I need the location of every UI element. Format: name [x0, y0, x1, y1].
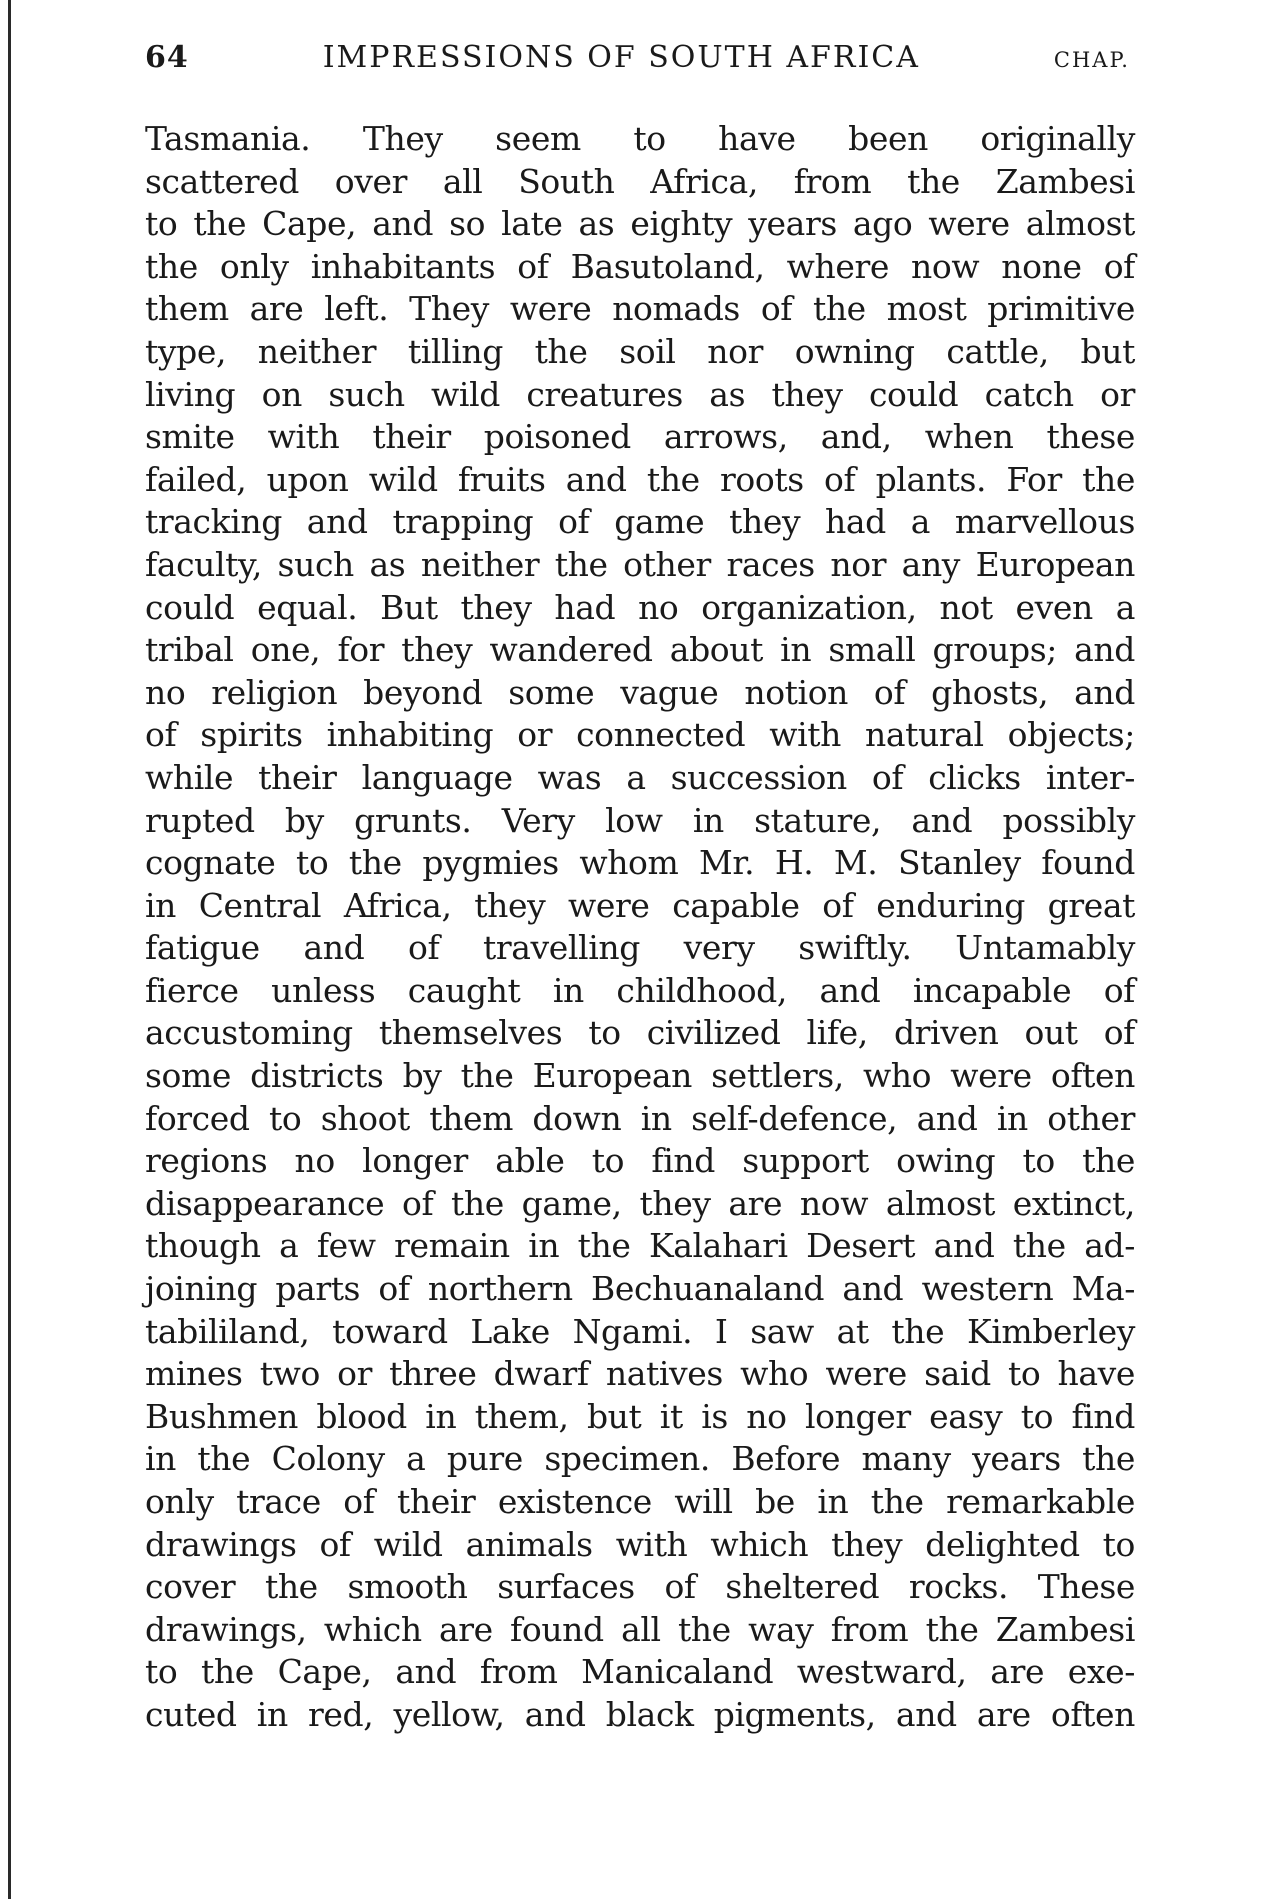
text-line: cognate to the pygmies whom Mr. H. M. Stanley found [145, 843, 1135, 883]
text-line: failed, upon wild fruits and the roots of plants. For the [145, 459, 1135, 499]
text-line: type, neither tilling the soil nor owning cattle, but [145, 331, 1135, 371]
text-line: accustoming themselves to civilized life, driven out of [145, 1013, 1135, 1053]
chapter-abbreviation: CHAP. [1053, 48, 1130, 72]
running-header [145, 40, 1130, 84]
page-number: 64 [145, 40, 189, 75]
text-line: disappearance of the game, they are now almost extinct, [145, 1183, 1135, 1223]
text-line: drawings of wild animals with which they delighted to [145, 1524, 1135, 1564]
text-line: to the Cape, and from Manicaland westward, are exe- [145, 1652, 1135, 1692]
text-line: only trace of their existence will be in the remarkable [145, 1482, 1135, 1521]
text-line: some districts by the European settlers, who were often [145, 1056, 1135, 1096]
text-line: regions no longer able to find support owing to the [145, 1141, 1135, 1181]
page-edge-rule [8, 0, 11, 1899]
text-line: mines two or three dwarf natives who were said to have [145, 1354, 1135, 1394]
text-line: cuted in red, yellow, and black pigments, and are often [145, 1694, 1135, 1734]
running-title: IMPRESSIONS OF SOUTH AFRICA [322, 40, 920, 75]
text-line: could equal. But they had no organization, not even a [145, 587, 1135, 627]
text-line: Tasmania. They seem to have been originally [145, 119, 1135, 158]
text-line: though a few remain in the Kalahari Desert and the ad- [145, 1226, 1135, 1266]
text-line: faculty, such as neither the other races nor any European [145, 544, 1135, 584]
text-line: Bushmen blood in them, but it is no longer easy to find [145, 1396, 1135, 1436]
text-line: while their language was a succession of clicks inter- [145, 757, 1135, 797]
text-line: to the Cape, and so late as eighty years ago were almost [145, 204, 1135, 244]
text-line: in the Colony a pure specimen. Before many years the [145, 1439, 1135, 1479]
text-line: tribal one, for they wandered about in small groups; and [145, 630, 1135, 670]
body-text [145, 118, 1135, 1737]
text-line: drawings, which are found all the way from the Zambesi [145, 1609, 1135, 1649]
text-line: fatigue and of travelling very swiftly. Untamably [145, 928, 1135, 968]
text-line: cover the smooth surfaces of sheltered rocks. These [145, 1567, 1135, 1607]
text-line: the only inhabitants of Basutoland, where now none of [145, 246, 1135, 286]
text-line: scattered over all South Africa, from the Zambesi [145, 161, 1135, 201]
text-line: joining parts of northern Bechuanaland and western Ma- [145, 1269, 1135, 1309]
text-line: tabililand, toward Lake Ngami. I saw at the Kimberley [145, 1311, 1135, 1351]
text-line: no religion beyond some vague notion of ghosts, and [145, 672, 1135, 712]
text-line: in Central Africa, they were capable of enduring great [145, 885, 1135, 925]
text-line: living on such wild creatures as they could catch or [145, 374, 1135, 414]
text-line: rupted by grunts. Very low in stature, and possibly [145, 800, 1135, 840]
text-line: smite with their poisoned arrows, and, when these [145, 417, 1135, 457]
text-line: of spirits inhabiting or connected with natural objects; [145, 715, 1135, 755]
text-line: them are left. They were nomads of the most primitive [145, 289, 1135, 329]
text-line: tracking and trapping of game they had a marvellous [145, 502, 1135, 542]
text-line: fierce unless caught in childhood, and incapable of [145, 970, 1135, 1010]
text-line: forced to shoot them down in self-defence, and in other [145, 1098, 1135, 1138]
